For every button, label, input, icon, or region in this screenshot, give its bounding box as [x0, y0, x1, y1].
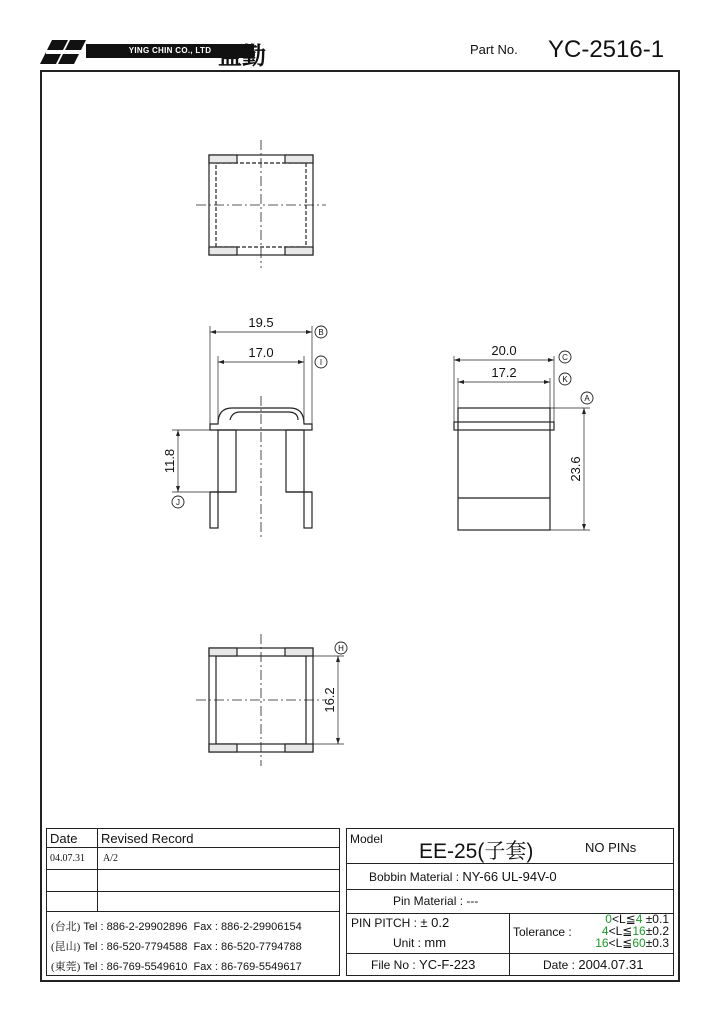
dim-a: 23.6 [568, 456, 583, 482]
model-label: Model [350, 832, 383, 846]
contact-row: (台北) Tel : 886-2-29902896 Fax : 886-2-29906154 [51, 921, 302, 933]
revision-date: 04.07.31 [50, 853, 85, 864]
contact-row: (昆山) Tel : 86-520-7794588 Fax : 86-520-7794788 [51, 941, 302, 953]
top-view [196, 140, 326, 268]
marker-a: A [584, 394, 590, 403]
pin-material: Pin Material : --- [393, 894, 479, 908]
revision-record-header: Revised Record [101, 831, 194, 846]
marker-c: C [562, 353, 568, 362]
contact-list [46, 912, 340, 976]
tolerance-row: 16<L≦60±0.3 [595, 936, 669, 950]
revision-table [46, 828, 340, 912]
tolerance-table [585, 913, 669, 949]
bobbin-material: Bobbin Material : NY-66 UL-94V-0 [369, 869, 557, 884]
file-no: File No : YC-F-223 [371, 957, 476, 972]
unit: Unit : mm [393, 935, 447, 950]
marker-k: K [562, 375, 568, 384]
marker-b: B [318, 328, 324, 337]
part-no-label: Part No. [470, 42, 518, 57]
company-name-cn: 盈勤 [218, 41, 266, 70]
drawing-date: Date : 2004.07.31 [543, 957, 644, 972]
revision-date-header: Date [50, 831, 78, 846]
dim-k: 17.2 [491, 365, 517, 380]
revision-record: A/2 [103, 853, 118, 864]
dim-i: 17.0 [248, 345, 274, 360]
pins-value: NO PINs [585, 840, 637, 855]
dim-c: 20.0 [491, 343, 517, 358]
marker-h: H [338, 644, 344, 653]
spec-table [346, 828, 674, 976]
tolerance-row: 4<L≦16±0.2 [601, 924, 669, 938]
dim-h: 16.2 [322, 687, 337, 713]
part-no: YC-2516-1 [548, 36, 665, 63]
dim-j: 11.8 [162, 448, 177, 474]
side-view [454, 356, 590, 530]
tolerance-row: 0<L≦4 ±0.1 [605, 912, 669, 926]
marker-j: J [176, 498, 180, 507]
model-value: EE-25(子套) [419, 840, 534, 863]
front-view [172, 326, 312, 540]
dim-b: 19.5 [248, 315, 274, 330]
contact-row: (東莞) Tel : 86-769-5549610 Fax : 86-769-5549617 [51, 961, 302, 973]
marker-i: I [319, 358, 323, 367]
company-name: YING CHIN CO., LTD [86, 44, 254, 58]
pin-pitch: PIN PITCH : ± 0.2 [351, 915, 450, 930]
tolerance-label: Tolerance : [513, 925, 572, 939]
